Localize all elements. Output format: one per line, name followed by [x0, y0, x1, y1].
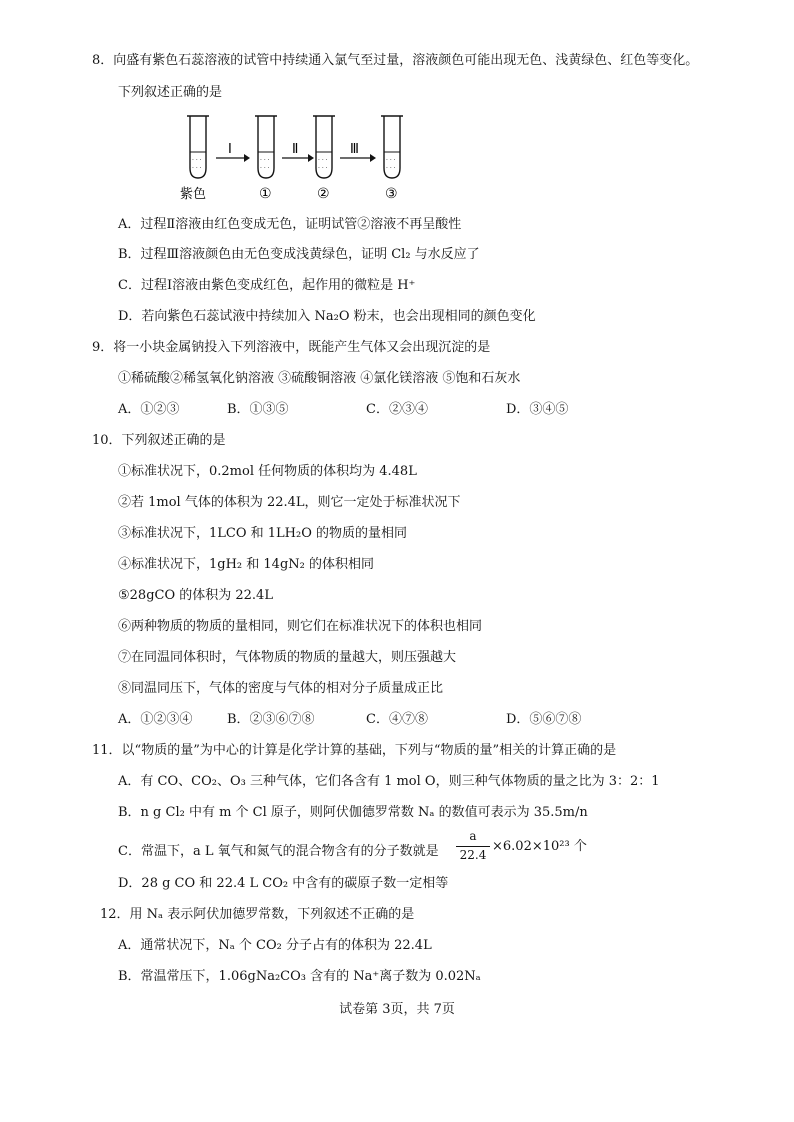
test-tube-icon — [313, 116, 335, 178]
q9-option-c: C．②③④ — [366, 402, 428, 417]
svg-text:· · ·: · · · — [192, 157, 202, 164]
q11-fraction-denominator: 22.4 — [459, 848, 487, 862]
step-label-2: Ⅱ — [292, 142, 299, 157]
q8-option-c: C．过程Ⅰ溶液由紫色变成红色，起作用的微粒是 H⁺ — [118, 278, 416, 293]
test-tube-icon — [255, 116, 277, 178]
q11-option-b: B．n g Cl₂ 中有 m 个 Cl 原子，则阿伏伽德罗常数 Nₐ 的数值可表示为 35.5m/n — [118, 805, 588, 820]
test-tube-icon — [187, 116, 209, 178]
q10-item-4: ④标准状况下，1gH₂ 和 14gN₂ 的体积相同 — [118, 557, 374, 572]
q10-item-1: ①标准状况下，0.2mol 任何物质的体积均为 4.48L — [118, 464, 417, 479]
test-tube-icon — [381, 116, 403, 178]
q11-option-d: D．28 g CO 和 22.4 L CO₂ 中含有的碳原子数一定相等 — [118, 876, 449, 891]
q9-option-d: D．③④⑤ — [506, 402, 569, 417]
q8-stem: 8．向盛有紫色石蕊溶液的试管中持续通入氯气至过量，溶液颜色可能出现无色、浅黄绿色、红色等变化。 — [92, 53, 699, 68]
q9-option-b: B．①③⑤ — [227, 402, 289, 417]
q9-items: ①稀硫酸②稀氢氧化钠溶液 ③硫酸铜溶液 ④氯化镁溶液 ⑤饱和石灰水 — [118, 371, 521, 386]
q9-stem: 9．将一小块金属钠投入下列溶液中，既能产生气体又会出现沉淀的是 — [92, 340, 491, 355]
q12-option-b: B．常温常压下，1.06gNa₂CO₃ 含有的 Na⁺离子数为 0.02Nₐ — [118, 969, 481, 984]
test-tube-diagram — [178, 112, 418, 204]
q11-fraction-numerator: a — [469, 829, 477, 843]
tube-label-2: ② — [317, 186, 330, 202]
svg-text:· · ·: · · · — [318, 165, 328, 172]
svg-text:· · ·: · · · — [386, 165, 396, 172]
q10-item-6: ⑥两种物质的物质的量相同，则它们在标准状况下的体积也相同 — [118, 619, 483, 634]
step-label-1: Ⅰ — [228, 142, 232, 157]
q10-option-d: D．⑤⑥⑦⑧ — [506, 712, 582, 727]
q10-item-2: ②若 1mol 气体的体积为 22.4L，则它一定处于标准状况下 — [118, 495, 461, 510]
svg-text:· · ·: · · · — [318, 157, 328, 164]
step-label-3: Ⅲ — [350, 142, 359, 157]
q12-stem: 12．用 Nₐ 表示阿伏加德罗常数，下列叙述不正确的是 — [100, 907, 415, 922]
q10-item-5: ⑤28gCO 的体积为 22.4L — [118, 588, 273, 603]
tube-label-purple: 紫色 — [180, 187, 207, 202]
q10-item-8: ⑧同温同压下，气体的密度与气体的相对分子质量成正比 — [118, 681, 444, 696]
tube-label-3: ③ — [385, 186, 398, 202]
svg-text:· · ·: · · · — [260, 165, 270, 172]
q10-item-7: ⑦在同温同体积时，气体物质的物质的量越大，则压强越大 — [118, 650, 457, 665]
q9-option-a: A．①②③ — [118, 402, 180, 417]
q11-option-a: A．有 CO、CO₂、O₃ 三种气体，它们各含有 1 mol O，则三种气体物质的量之比为 3：2：1 — [118, 774, 660, 789]
q10-stem: 10．下列叙述正确的是 — [92, 433, 226, 448]
svg-text:· · ·: · · · — [192, 165, 202, 172]
svg-text:· · ·: · · · — [386, 157, 396, 164]
tube-label-1: ① — [259, 186, 272, 202]
page-footer: 试卷第 3页，共 7页 — [339, 1002, 455, 1017]
q10-option-a: A．①②③④ — [118, 712, 193, 727]
q8-option-b: B．过程Ⅲ溶液颜色由无色变成浅黄绿色，证明 Cl₂ 与水反应了 — [118, 247, 480, 262]
q11-stem: 11．以“物质的量”为中心的计算是化学计算的基础，下列与“物质的量”相关的计算正确的是 — [92, 743, 617, 758]
fraction-bar — [456, 846, 490, 847]
q10-option-b: B．②③⑥⑦⑧ — [227, 712, 315, 727]
q11-option-c-text: C．常温下，a L 氧气和氮气的混合物含有的分子数就是 — [118, 844, 439, 859]
q8-option-a: A．过程Ⅱ溶液由红色变成无色，证明试管②溶液不再呈酸性 — [118, 217, 462, 232]
q10-item-3: ③标准状况下，1LCO 和 1LH₂O 的物质的量相同 — [118, 526, 408, 541]
q10-option-c: C．④⑦⑧ — [366, 712, 428, 727]
q8-option-d: D．若向紫色石蕊试液中持续加入 Na₂O 粉末，也会出现相同的颜色变化 — [118, 309, 536, 324]
q12-option-a: A．通常状况下，Nₐ 个 CO₂ 分子占有的体积为 22.4L — [118, 938, 432, 953]
svg-text:· · ·: · · · — [260, 157, 270, 164]
q11-option-c-tail: ×6.02×10²³ 个 — [492, 839, 587, 854]
q8-prompt: 下列叙述正确的是 — [118, 85, 223, 100]
